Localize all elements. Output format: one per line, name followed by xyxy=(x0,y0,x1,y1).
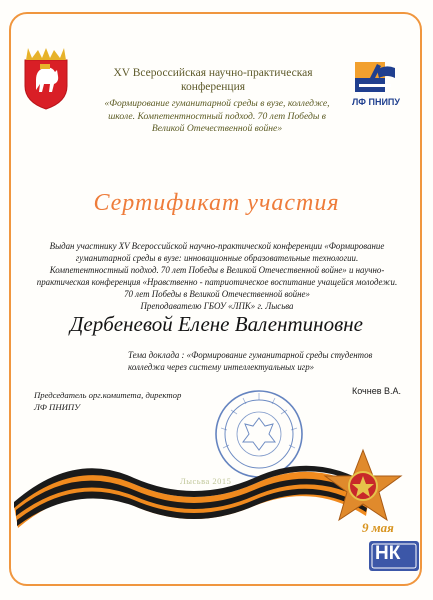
site-watermark-label: НК xyxy=(375,543,401,564)
chair-title: Председатель орг.комитета, директор ЛФ ПНИПУ xyxy=(34,390,182,412)
recipient-position: Преподавателю ГБОУ «ЛПК» г. Лысьва xyxy=(140,301,294,311)
lf-pnipu-logo-icon xyxy=(351,56,399,96)
certificate-title: Сертификат участия xyxy=(93,190,340,216)
lf-pnipu-logo-label: ЛФ ПНИПУ xyxy=(351,97,400,107)
victory-day-label: 9 мая xyxy=(362,520,394,535)
issued-text: Выдан участнику XV Всероссийской научно-практической конференции «Формирование гуманитарной среды в вузе: инновационные образовательные технологии. Компетентностный подход. 70 лет Победы в Великой Отечественной войне» и научно-практическая конференция «Нравственно - патриотическое воспитание учащейся молодежи. 70 лет Победы в Великой Отечественной войне» xyxy=(36,241,398,299)
report-topic: Тема доклада : «Формирование гуманитарной среды студентов колледжа через систему интеллектуальных игр» xyxy=(128,350,373,372)
victory-order-star-icon xyxy=(323,448,403,524)
perm-coat-of-arms-icon xyxy=(22,46,70,112)
signer-name: Кочнев В.А. xyxy=(352,386,402,396)
conference-title: XV Всероссийская научно-практическая конференция xyxy=(113,67,313,93)
st-george-ribbon-icon xyxy=(14,436,374,528)
certificate-body xyxy=(36,240,398,312)
conference-theme: «Формирование гуманитарной среды в вузе, колледже, школе. Компетентностный подход. 70 лет Победы в Великой Отечественной войне» xyxy=(104,98,330,134)
city-year: Лысьва 2015 xyxy=(180,476,232,486)
recipient-name: Дербеневой Елене Валентиновне xyxy=(70,312,363,336)
